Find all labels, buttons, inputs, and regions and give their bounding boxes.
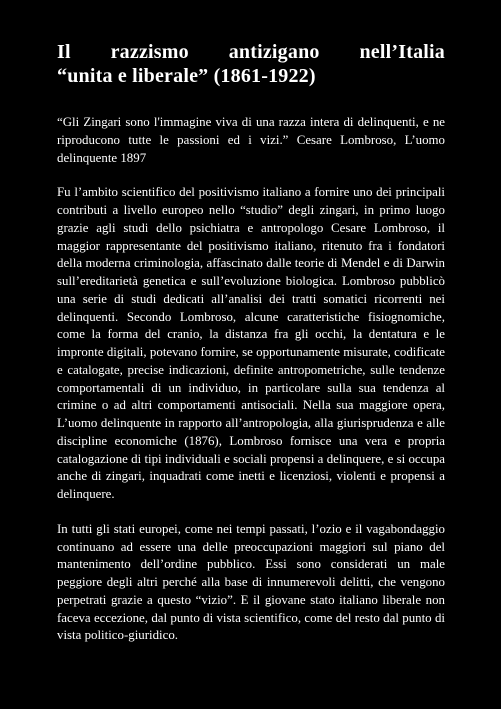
document-page: [57, 40, 445, 645]
body-paragraph-2: In tutti gli stati europei, come nei tempi passati, l’ozio e il vagabondaggio continuano ad essere una delle preoccupazioni maggiori sul piano del mantenimento dell’ordine pubblico. Essi sono considerati un male peggiore degli altri perché alla base di innumerevoli delitti, che vengono perpetrati grazie a questo “vizio”. E il giovane stato italiano liberale non faceva eccezione, dal punto di vista scientifico, come del resto dal punto di vista politico-giuridico.: [57, 521, 445, 643]
epigraph-quote: “Gli Zingari sono l'immagine viva di una razza intera di delinquenti, e ne riproducono tutte le passioni ed i vizi.” Cesare Lombroso, L’uomo delinquente 1897: [57, 115, 445, 165]
title-line-2: “unita e liberale” (1861-1922): [57, 65, 316, 87]
document-title: [57, 40, 445, 88]
body-paragraph-1: Fu l’ambito scientifico del positivismo italiano a fornire uno dei principali contributi a livello europeo nello “studio” degli zingari, in primo luogo grazie agli studi dello psichiatra e antropologo Cesare Lombroso, il maggior rappresentante del positivismo italiano, ritenuto fra i fondatori della moderna criminologia, affascinato dalle teorie di Mendel e di Darwin sull’ereditarietà genetica e sull’evoluzione biologica. Lombroso pubblicò una serie di studi dedicati all’analisi dei tratti somatici ricorrenti nei delinquenti. Secondo Lombroso, alcune caratteristiche fisiognomiche, come la forma del cranio, la distanza fra gli occhi, la dentatura e le impronte digitali, potevano fornire, se opportunamente misurate, codificate e catalogate, precise indicazioni, definite antropometriche, sulle tendenze comportamentali di un individuo, in particolare sulla sua tendenza al crimine o ad altri comportamenti antisociali. Nella sua maggiore opera, L’uomo delinquente in rapporto all’antropologia, alla giurisprudenza e alle discipline economiche (1876), Lombroso fornisce una vera e propria catalogazione di tipi individuali e sociali propensi a delinquere, e si occupa anche di zingari, inquadrati come inetti e licenziosi, violenti e propensi a delinquere.: [57, 185, 445, 501]
title-line-1: Il razzismo antizigano nell’Italia: [57, 41, 445, 63]
